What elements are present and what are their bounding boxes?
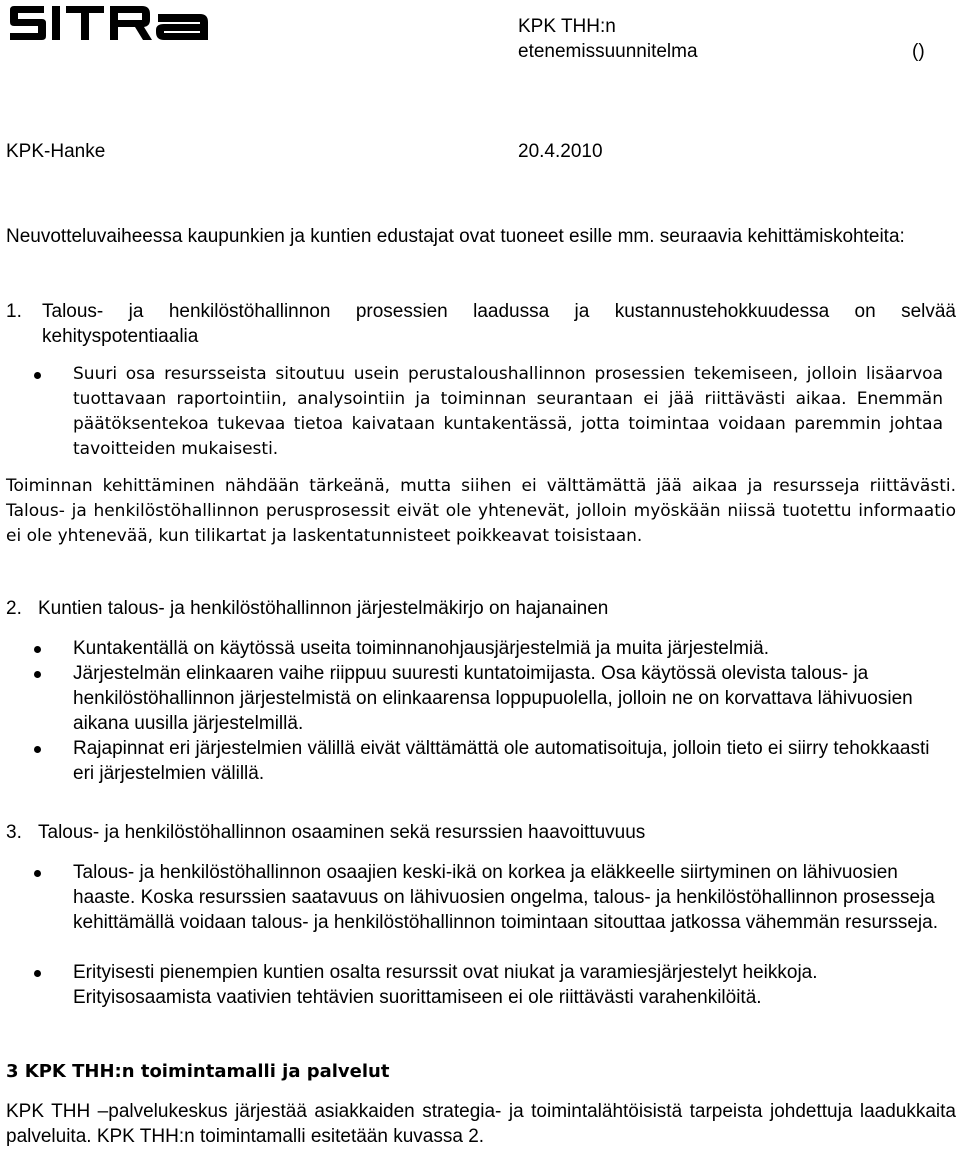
section-2-bullet-3: Rajapinnat eri järjestelmien välillä eivät välttämättä ole automatisoituja, jolloin tieto ei siirry tehokkaasti eri järjestelmien välillä. <box>30 736 950 786</box>
doc-title-parens: () <box>912 41 925 62</box>
project-name: KPK-Hanke <box>6 141 106 162</box>
section-1-paragraph: Toiminnan kehittäminen nähdään tärkeänä, mutta siihen ei välttämättä jää aikaa ja resursseja riittävästi. Talous- ja henkilöstöhallinnon perusprosessit eivät ole yhtenevät, jolloin myöskään niissä tuotettu informaatio ei ole yhtenevää, kun tilikartat ja laskentatunnisteet poikkeavat toisistaan. <box>6 476 956 546</box>
bullet-icon <box>34 372 41 379</box>
bullet-icon <box>34 970 41 977</box>
bullet-icon <box>34 646 41 653</box>
section-3-bullet-1: Talous- ja henkilöstöhallinnon osaajien keski-ikä on korkea ja eläkkeelle siirtyminen on lähivuosien haaste. Koska resurssien saatavuus on lähivuosien ongelma, talous- ja henkilöstöhallinnon prosesseja kehittämällä voidaan talous- ja henkilöstöhallinnon toimintaan sitouttaa jatkossa vähemmän resursseja. <box>30 860 950 960</box>
bullet-icon <box>34 870 41 877</box>
section-1-number: 1. <box>6 301 22 322</box>
section-1-heading <box>42 299 956 349</box>
intro-paragraph: Neuvotteluvaiheessa kaupunkien ja kuntien edustajat ovat tuoneet esille mm. seuraavia kehittämiskohteita: <box>6 226 905 247</box>
doc-title-line2: etenemissuunnitelma <box>518 41 698 62</box>
section-3-number: 3. <box>6 822 22 843</box>
document-date: 20.4.2010 <box>518 141 603 162</box>
section-3-heading: Talous- ja henkilöstöhallinnon osaaminen sekä resurssien haavoittuvuus <box>38 822 646 843</box>
chapter-body: KPK THH –palvelukeskus järjestää asiakkaiden strategia- ja toimintalähtöisistä tarpeista johdettuja laadukkaita palveluita. KPK THH:n toimintamalli esitetään kuvassa 2. <box>6 1101 956 1147</box>
section-3-bullet-2: Erityisesti pienempien kuntien osalta resurssit ovat niukat ja varamiesjärjestelyt heikkoja. Erityisosaamista vaativien tehtävien suorittamiseen ei ole riittävästi varahenkilöitä. <box>30 960 950 1010</box>
bullet-icon <box>34 746 41 753</box>
section-2-bullet-1: Kuntakentällä on käytössä useita toiminnanohjausjärjestelmiä ja muita järjestelmiä. <box>30 636 950 662</box>
section-1-heading-text: Talous- ja henkilöstöhallinnon prosessien laadussa ja kustannustehokkuudessa on selvää kehityspotentiaalia <box>42 301 956 347</box>
bullet-icon <box>34 671 41 678</box>
section-2-bullet-2: Järjestelmän elinkaaren vaihe riippuu suuresti kuntatoimijasta. Osa käytössä olevista talous- ja henkilöstöhallinnon järjestelmistä on elinkaarensa loppupuolella, jolloin ne on korvattava lähivuosien aikana uusilla järjestelmillä. <box>30 661 950 737</box>
chapter-heading: 3 KPK THH:n toimintamalli ja palvelut <box>6 1061 390 1082</box>
sitra-logo <box>8 2 210 42</box>
section-1-bullet-1: Suuri osa resursseista sitoutuu usein perustaloushallinnon prosessien tekemiseen, jolloin lisäarvoa tuottavaan raportointiin, analysointiin ja toiminnan seurantaan ei jää riittävästi aikaa. Enemmän päätöksentekoa tukevaa tietoa kaivataan kuntakentässä, jotta toimintaa voidaan paremmin johtaa tavoitteiden mukaisesti. <box>30 362 950 472</box>
doc-title-line1: KPK THH:n <box>518 16 616 37</box>
section-2-heading: Kuntien talous- ja henkilöstöhallinnon järjestelmäkirjo on hajanainen <box>38 598 609 619</box>
section-2-number: 2. <box>6 598 22 619</box>
